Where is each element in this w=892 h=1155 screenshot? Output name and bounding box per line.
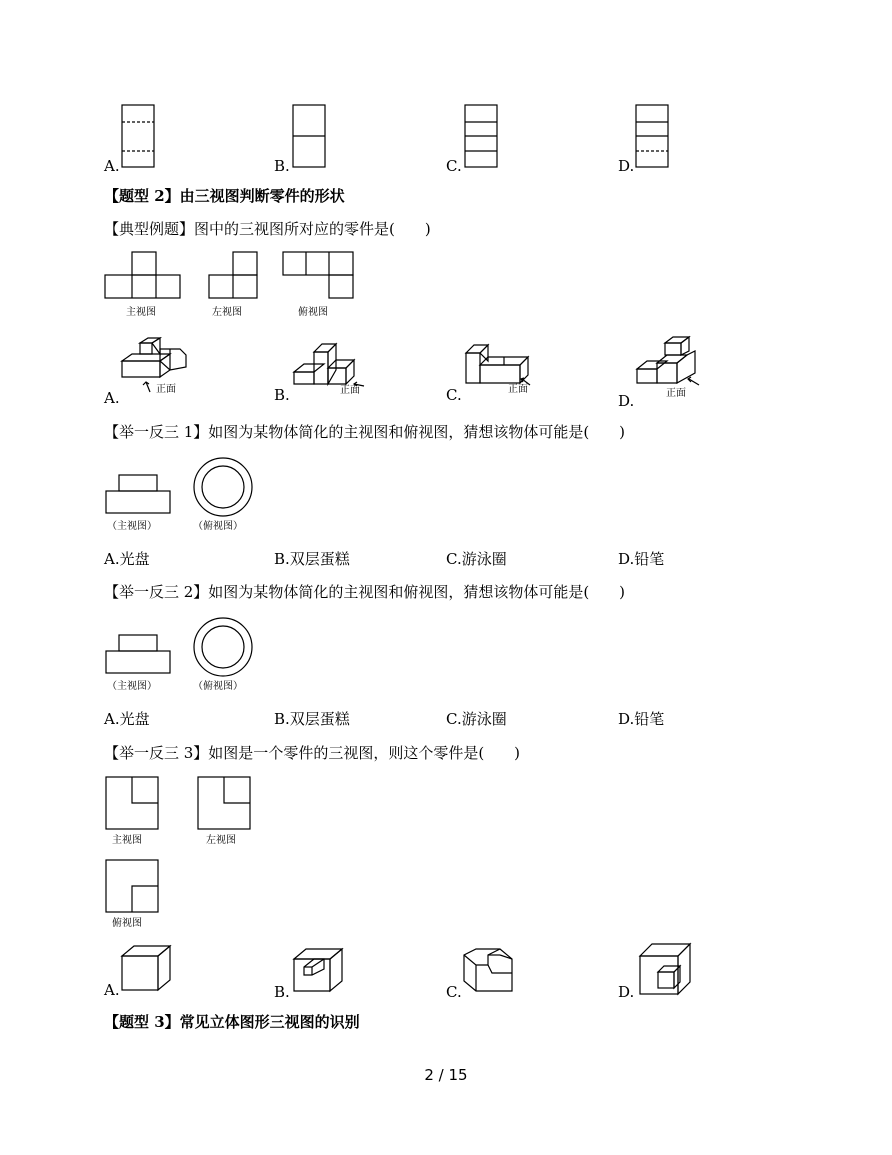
q0-figure-c bbox=[463, 104, 499, 168]
practice2-option-b[interactable]: B.双层蛋糕 bbox=[274, 710, 350, 728]
practice2-prompt: 【举一反三 2】如图为某物体简化的主视图和俯视图，猜想该物体可能是( ) bbox=[104, 583, 626, 601]
practice1-option-d[interactable]: D.铅笔 bbox=[618, 550, 665, 568]
practice1-view-label-top: （俯视图） bbox=[193, 521, 243, 532]
practice3-figure-b bbox=[292, 945, 348, 995]
q0-figure-b bbox=[291, 104, 327, 168]
practice1-option-a[interactable]: A.光盘 bbox=[104, 550, 150, 568]
practice2-option-c[interactable]: C.游泳圈 bbox=[446, 710, 507, 728]
practice3-view-label-left: 左视图 bbox=[206, 835, 236, 846]
practice3-front-view bbox=[105, 776, 161, 832]
practice1-top-view bbox=[192, 456, 256, 520]
practice3-figure-d bbox=[638, 942, 694, 996]
practice1-option-b[interactable]: B.双层蛋糕 bbox=[274, 550, 350, 568]
example-front-label-b: 正面 bbox=[340, 385, 360, 396]
practice1-front-view bbox=[105, 474, 173, 516]
practice3-option-b[interactable]: B. bbox=[274, 983, 290, 1001]
practice3-view-label-front: 主视图 bbox=[112, 835, 142, 846]
practice2-front-view bbox=[105, 634, 173, 676]
practice3-view-label-top: 俯视图 bbox=[112, 918, 142, 929]
practice1-prompt: 【举一反三 1】如图为某物体简化的主视图和俯视图，猜想该物体可能是( ) bbox=[104, 423, 626, 441]
q0-option-d[interactable]: D. bbox=[618, 157, 635, 175]
example-prompt: 【典型例题】图中的三视图所对应的零件是( ) bbox=[104, 220, 431, 238]
practice3-prompt: 【举一反三 3】如图是一个零件的三视图，则这个零件是( ) bbox=[104, 744, 521, 762]
example-front-label-a: 正面 bbox=[156, 384, 176, 395]
practice1-option-c[interactable]: C.游泳圈 bbox=[446, 550, 507, 568]
example-front-label-d: 正面 bbox=[666, 388, 686, 399]
q0-option-b[interactable]: B. bbox=[274, 157, 290, 175]
example-front-view bbox=[104, 250, 184, 300]
practice3-figure-a bbox=[120, 944, 176, 992]
example-view-label-top: 俯视图 bbox=[298, 307, 328, 318]
example-figure-b bbox=[292, 340, 362, 390]
q0-figure-d bbox=[634, 104, 670, 168]
type3-heading: 【题型 3】常见立体图形三视图的识别 bbox=[104, 1013, 360, 1031]
type2-heading: 【题型 2】由三视图判断零件的形状 bbox=[104, 187, 345, 205]
practice1-view-label-front: （主视图） bbox=[107, 521, 157, 532]
example-front-label-c: 正面 bbox=[508, 384, 528, 395]
example-option-d[interactable]: D. bbox=[618, 392, 635, 410]
example-option-a[interactable]: A. bbox=[104, 389, 120, 407]
example-left-view bbox=[208, 250, 260, 300]
q0-figure-a bbox=[120, 104, 156, 168]
practice2-top-view bbox=[192, 616, 256, 680]
practice3-figure-c bbox=[462, 945, 518, 995]
example-option-b[interactable]: B. bbox=[274, 386, 290, 404]
practice3-left-view bbox=[197, 776, 253, 832]
practice3-top-view bbox=[105, 859, 161, 915]
example-figure-d bbox=[635, 335, 703, 387]
example-view-label-front: 主视图 bbox=[126, 307, 156, 318]
practice2-view-label-front: （主视图） bbox=[107, 681, 157, 692]
example-option-c[interactable]: C. bbox=[446, 386, 462, 404]
practice2-option-d[interactable]: D.铅笔 bbox=[618, 710, 665, 728]
example-figure-c bbox=[464, 341, 536, 387]
example-view-label-left: 左视图 bbox=[212, 307, 242, 318]
practice2-view-label-top: （俯视图） bbox=[193, 681, 243, 692]
q0-option-a[interactable]: A. bbox=[104, 157, 120, 175]
example-figure-a bbox=[120, 337, 190, 397]
example-top-view bbox=[282, 251, 356, 301]
practice3-option-a[interactable]: A. bbox=[104, 981, 120, 999]
practice3-option-c[interactable]: C. bbox=[446, 983, 462, 1001]
practice2-option-a[interactable]: A.光盘 bbox=[104, 710, 150, 728]
q0-option-c[interactable]: C. bbox=[446, 157, 462, 175]
practice3-option-d[interactable]: D. bbox=[618, 983, 635, 1001]
page-number: 2 / 15 bbox=[424, 1066, 468, 1084]
